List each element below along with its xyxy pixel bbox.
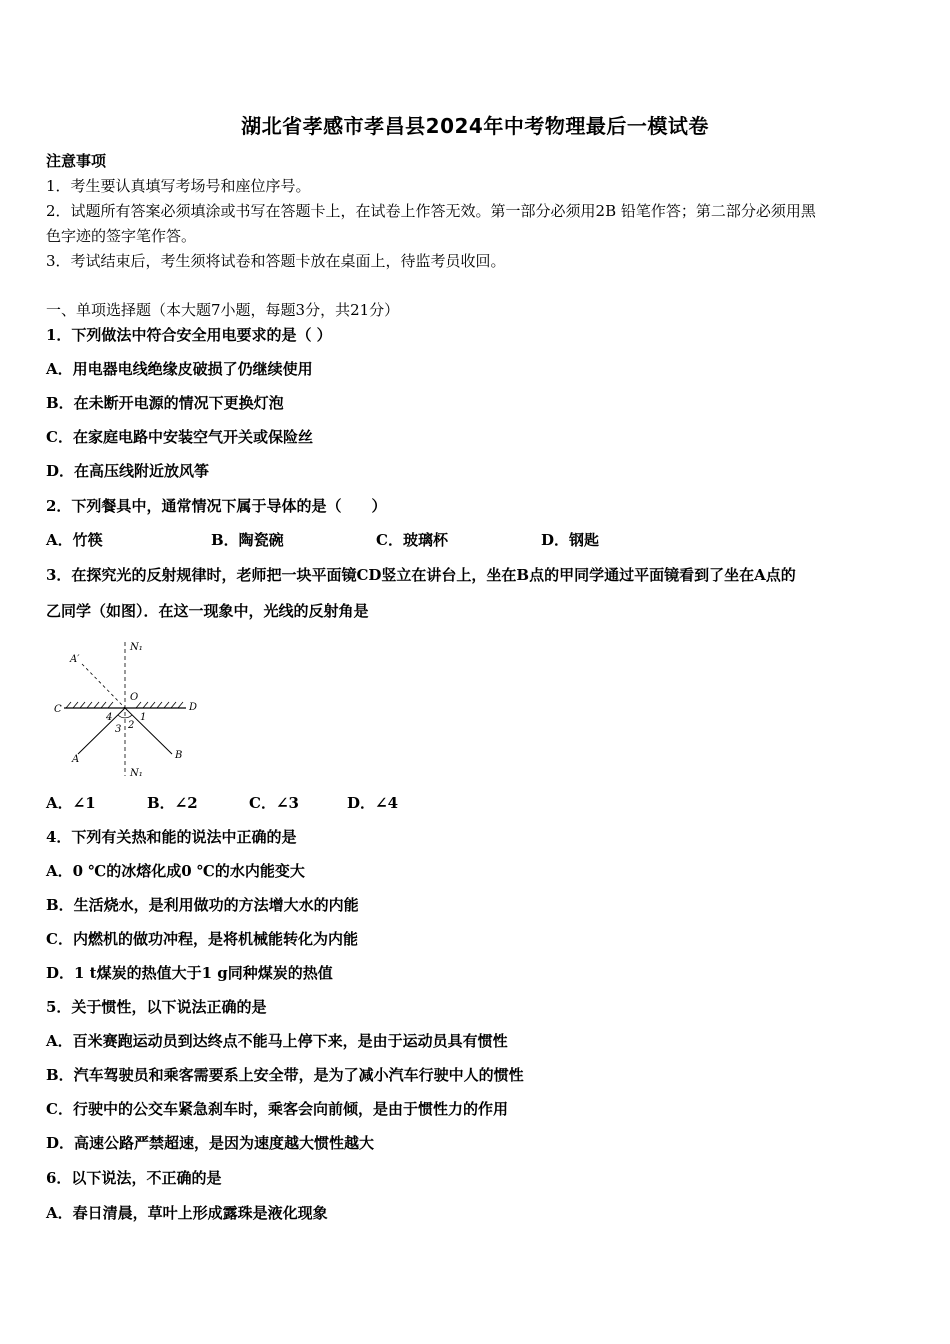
- option: D．∠4: [347, 794, 399, 812]
- notice-item: 色字迹的签字笔作答。: [46, 227, 197, 245]
- label-angle-3: 3: [115, 724, 122, 735]
- option: A．用电器电线绝缘皮破损了仍继续使用: [46, 360, 313, 378]
- option: A．∠1: [46, 794, 96, 812]
- label-b: B: [175, 750, 183, 761]
- label-o: O: [130, 692, 139, 703]
- option: A．百米赛跑运动员到达终点不能马上停下来，是由于运动员具有惯性: [46, 1032, 508, 1050]
- option: C．行驶中的公交车紧急刹车时，乘客会向前倾，是由于惯性力的作用: [46, 1100, 508, 1118]
- label-angle-4: 4: [106, 712, 113, 723]
- option: C．∠3: [249, 794, 299, 812]
- page-title: 湖北省孝感市孝昌县2024年中考物理最后一模试卷: [241, 114, 709, 138]
- label-a: A: [72, 754, 80, 765]
- option: B．陶瓷碗: [211, 531, 284, 549]
- option: A．0 ℃的冰熔化成0 ℃的水内能变大: [46, 862, 305, 880]
- question-stem: 2．下列餐具中，通常情况下属于导体的是（ ）: [46, 497, 387, 515]
- label-a-prime: A′: [70, 654, 80, 665]
- notice-item: 1．考生要认真填写考场号和座位序号。: [46, 177, 311, 195]
- label-n1-bottom: N₁: [130, 768, 143, 779]
- option: B．在未断开电源的情况下更换灯泡: [46, 394, 284, 412]
- label-angle-1: 1: [140, 712, 147, 723]
- option: A．春日清晨，草叶上形成露珠是液化现象: [46, 1204, 328, 1222]
- label-d: D: [189, 702, 198, 713]
- notice-item: 2．试题所有答案必须填涂或书写在答题卡上，在试卷上作答无效。第一部分必须用2B 铅笔作答；第二部分必须用黑: [46, 202, 816, 220]
- question-stem: 6．以下说法，不正确的是: [46, 1169, 222, 1187]
- label-n1-top: N₁: [130, 642, 143, 653]
- section-heading: 一、单项选择题（本大题7小题，每题3分，共21分）: [46, 301, 400, 319]
- label-c: C: [54, 704, 62, 715]
- option: B．生活烧水，是利用做功的方法增大水的内能: [46, 896, 359, 914]
- notice-heading: 注意事项: [46, 152, 107, 170]
- option-row: [46, 529, 599, 550]
- reflection-figure: [48, 636, 218, 784]
- question-stem: 乙同学（如图）．在这一现象中，光线的反射角是: [46, 602, 369, 620]
- question-stem: 3．在探究光的反射规律时，老师把一块平面镜CD竖立在讲台上，坐在B点的甲同学通过平面镜看到了坐在A点的: [46, 566, 796, 584]
- notice-item: 3．考试结束后，考生须将试卷和答题卡放在桌面上，待监考员收回。: [46, 252, 506, 270]
- option: A．竹筷: [46, 531, 103, 549]
- option: B．∠2: [147, 794, 198, 812]
- question-stem: 4．下列有关热和能的说法中正确的是: [46, 828, 297, 846]
- question-stem: 5．关于惯性，以下说法正确的是: [46, 998, 267, 1016]
- option: D．在高压线附近放风筝: [46, 462, 210, 480]
- option: C．在家庭电路中安装空气开关或保险丝: [46, 428, 313, 446]
- option: D．钢匙: [541, 531, 600, 549]
- question-stem: 1．下列做法中符合安全用电要求的是（ ）: [46, 326, 332, 344]
- option: C．玻璃杯: [376, 531, 448, 549]
- option: D．1 t煤炭的热值大于1 g同种煤炭的热值: [46, 964, 333, 982]
- label-angle-2: 2: [128, 720, 135, 731]
- reflected-ray: [125, 708, 172, 754]
- virtual-ray: [82, 664, 125, 708]
- option: C．内燃机的做功冲程，是将机械能转化为内能: [46, 930, 358, 948]
- option-row: [46, 792, 398, 813]
- option: B．汽车驾驶员和乘客需要系上安全带，是为了减小汽车行驶中人的惯性: [46, 1066, 524, 1084]
- option: D．高速公路严禁超速，是因为速度越大惯性越大: [46, 1134, 375, 1152]
